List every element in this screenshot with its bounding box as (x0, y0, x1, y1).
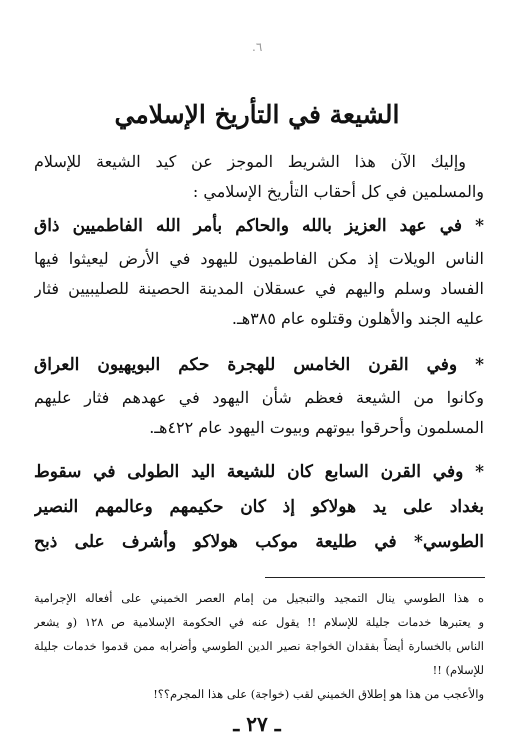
text-line: المسلمون وأحرقوا بيوتهم وبيوت اليهود عام ٤٢٢هـ. (149, 418, 484, 437)
footnote-line: ه هذا الطوسي ينال التمجيد والتبجيل من إمام العصر الخميني على أفعاله الإجرامية (34, 591, 484, 605)
text-line-heading: * في عهد العزيز بالله والحاكم بأمر الله الفاطميين ذاق (34, 216, 484, 236)
text-line: والمسلمين في كل أحقاب التأريخ الإسلامي : (192, 182, 484, 201)
text-line-heading: * وفي القرن الخامس للهجرة حكم البويهيون العراق (34, 355, 484, 375)
text-line: الناس الويلات إذ مكن الفاطميون لليهود في الأرض ليعيثوا فيها (34, 249, 484, 268)
text-line: عليه الجند والأهلون وقتلوه عام ٣٨٥هـ. (231, 309, 484, 328)
text-line: وكانوا من الشيعة فعظم شأن اليهود في عهدهم فثار عليهم (34, 388, 484, 407)
text-line: الفساد وسلم واليهم في عسقلان المدينة الحصينة للصليبيين فثار (34, 279, 484, 298)
text-line-heading: بغداد على يد هولاكو إذ كان حكيمهم وعالمهم النصير (34, 497, 484, 517)
footnote-separator (265, 577, 485, 578)
page-title: الشيعة في التأريخ الإسلامي (114, 100, 400, 129)
text-line-heading: الطوسي* في طليعة موكب هولاكو وأشرف على ذبح (34, 532, 484, 552)
paragraph-fatimids (34, 209, 484, 334)
footnote-line: و يعتبرها خدمات جليلة للإسلام !! يقول عنه في الحكومة الإسلامية ص ١٢٨ (و يشعر (34, 615, 484, 629)
paragraph-buyids (34, 348, 484, 443)
paragraph-baghdad (34, 455, 484, 560)
footnote-line: الناس بالخسارة أيضاً بفقدان الخواجة نصير الدين الطوسي وأضرابه ممن قدموا خدمات جليلة (34, 639, 484, 653)
text-line-heading: * وفي القرن السابع كان للشيعة اليد الطولى في سقوط (34, 462, 484, 482)
text-line: وإليك الآن هذا الشريط الموجز عن كيد الشيعة للإسلام (34, 152, 466, 171)
footnote-line: والأعجب من هذا هو إطلاق الخميني لقب (خواجة) على هذا المجرم؟؟! (153, 687, 484, 701)
page-number: ـ ٢٧ ـ (233, 712, 281, 736)
footnote-line: للإسلام) !! (432, 663, 484, 677)
corner-mark: ٦. (252, 40, 263, 54)
footnotes (34, 586, 484, 706)
paragraph-intro (34, 147, 484, 207)
